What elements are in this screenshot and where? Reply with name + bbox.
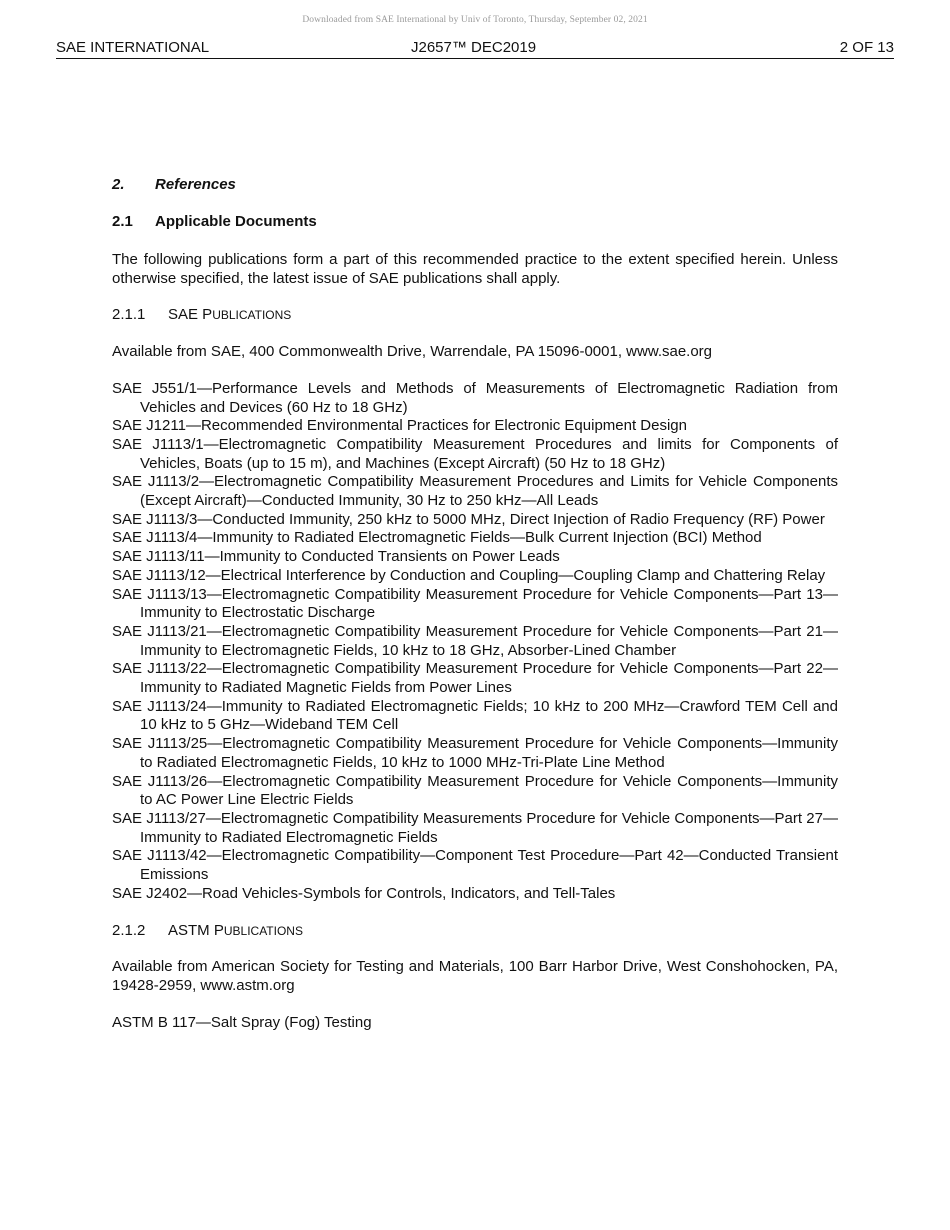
sae-heading-number: 2.1.1	[112, 306, 146, 324]
sae-publications-heading	[112, 306, 838, 325]
intro-paragraph: The following publications form a part of this recommended practice to the extent specified herein. Unless otherwise specified, the latest issue of SAE publications shall apply.	[112, 251, 838, 287]
reference-item: ASTM B 117—Salt Spray (Fog) Testing	[112, 1013, 372, 1031]
reference-item: SAE J1211—Recommended Environmental Practices for Electronic Equipment Design	[112, 417, 687, 435]
section-number: 2.	[112, 176, 125, 193]
subsection-number: 2.1	[112, 213, 133, 230]
reference-item: SAE J1113/11—Immunity to Conducted Transients on Power Leads	[112, 548, 560, 566]
download-watermark: Downloaded from SAE International by Univ of Toronto, Thursday, September 02, 2021	[302, 15, 648, 25]
astm-heading-prefix: ASTM P	[168, 921, 224, 939]
page-header	[56, 38, 894, 59]
astm-publications-heading	[112, 922, 838, 941]
reference-item: SAE J551/1—Performance Levels and Methods of Measurements of Electromagnetic Radiation from Vehicles and Devices (60 Hz to 18 GHz)	[112, 379, 838, 416]
sae-reference-list	[112, 380, 838, 904]
astm-heading-rest: UBLICATIONS	[223, 923, 303, 938]
reference-item: SAE J1113/22—Electromagnetic Compatibility Measurement Procedure for Vehicle Components—Part 22—Immunity to Radiated Magnetic Fields from Power Lines	[112, 660, 838, 697]
subsection-title: Applicable Documents	[155, 213, 317, 230]
subsection-heading	[112, 213, 838, 233]
section-title: References	[155, 176, 236, 193]
sae-availability: Available from SAE, 400 Commonwealth Drive, Warrendale, PA 15096-0001, www.sae.org	[112, 343, 713, 361]
page-content	[112, 176, 838, 1032]
reference-item: SAE J1113/12—Electrical Interference by Conduction and Coupling—Coupling Clamp and Chattering Relay	[112, 566, 826, 584]
header-page-number: 2 OF 13	[839, 39, 894, 56]
astm-heading-number: 2.1.2	[112, 921, 146, 939]
reference-item: SAE J1113/13—Electromagnetic Compatibility Measurement Procedure for Vehicle Components—Part 13—Immunity to Electrostatic Discharge	[112, 585, 838, 622]
reference-item: SAE J1113/26—Electromagnetic Compatibility Measurement Procedure for Vehicle Components—Immunity to AC Power Line Electric Fields	[112, 772, 838, 809]
reference-item: SAE J1113/24—Immunity to Radiated Electromagnetic Fields; 10 kHz to 200 MHz—Crawford TEM Cell and 10 kHz to 5 GHz—Wideband TEM Cell	[112, 697, 838, 734]
reference-item: SAE J1113/1—Electromagnetic Compatibility Measurement Procedures and limits for Components of Vehicles, Boats (up to 15 m), and Machines (Except Aircraft) (50 Hz to 18 GHz)	[112, 435, 838, 472]
reference-item: SAE J1113/4—Immunity to Radiated Electromagnetic Fields—Bulk Current Injection (BCI) Method	[112, 529, 762, 547]
sae-heading-prefix: SAE P	[168, 306, 213, 324]
reference-item: SAE J1113/3—Conducted Immunity, 250 kHz to 5000 MHz, Direct Injection of Radio Frequency (RF) Power	[112, 510, 825, 528]
astm-availability: Available from American Society for Testing and Materials, 100 Barr Harbor Drive, West Conshohocken, PA, 19428-2959, www.astm.org	[112, 958, 838, 994]
reference-item: SAE J2402—Road Vehicles-Symbols for Controls, Indicators, and Tell-Tales	[112, 884, 616, 902]
section-heading	[112, 176, 838, 196]
reference-item: SAE J1113/2—Electromagnetic Compatibility Measurement Procedures and Limits for Vehicle Components (Except Aircraft)—Conducted Immunity, 30 Hz to 250 kHz—All Leads	[112, 473, 838, 510]
reference-item: SAE J1113/21—Electromagnetic Compatibility Measurement Procedure for Vehicle Components—Part 21—Immunity to Electromagnetic Fields, 10 kHz to 18 GHz, Absorber-Lined Chamber	[112, 622, 838, 659]
reference-item: SAE J1113/42—Electromagnetic Compatibility—Component Test Procedure—Part 42—Conducted Transient Emissions	[112, 847, 838, 884]
astm-reference-list	[112, 1014, 838, 1033]
reference-item: SAE J1113/27—Electromagnetic Compatibility Measurements Procedure for Vehicle Components—Part 27—Immunity to Radiated Electromagnetic Fields	[112, 809, 838, 846]
reference-item: SAE J1113/25—Electromagnetic Compatibility Measurement Procedure for Vehicle Components—Immunity to Radiated Electromagnetic Fields, 10 kHz to 1000 MHz-Tri-Plate Line Method	[112, 735, 838, 771]
header-organization: SAE INTERNATIONAL	[56, 39, 210, 56]
sae-heading-rest: UBLICATIONS	[212, 308, 292, 323]
header-document-id: J2657™ DEC2019	[411, 39, 537, 56]
